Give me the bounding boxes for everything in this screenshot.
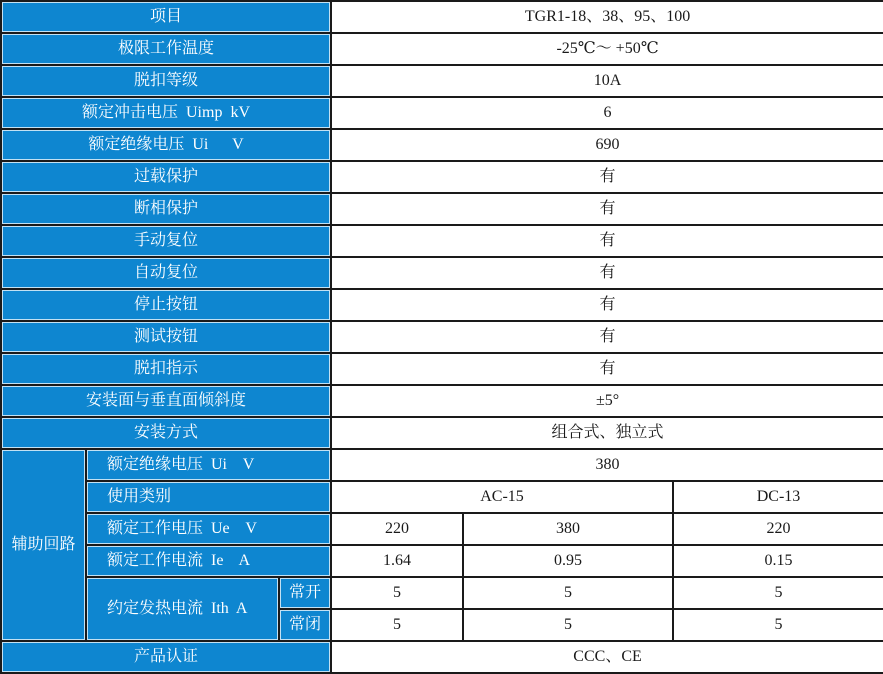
- table-row-trip-class: [1, 65, 883, 97]
- aux-row-current: [1, 545, 883, 577]
- row-label-stop-button: 停止按钮: [1, 289, 331, 321]
- row-label-test-button: 测试按钮: [1, 321, 331, 353]
- aux-label-normally-closed: 常闭: [279, 609, 331, 641]
- table-row-insulation-voltage: [1, 129, 883, 161]
- row-value-insulation-voltage: 690: [331, 129, 883, 161]
- table-row-trip-indication: [1, 353, 883, 385]
- aux-value-thermal-nc-3: 5: [673, 609, 883, 641]
- aux-value-thermal-no-3: 5: [673, 577, 883, 609]
- table-row-stop-button: [1, 289, 883, 321]
- table-row-temperature: [1, 33, 883, 65]
- table-row-manual-reset: [1, 225, 883, 257]
- row-value-test-button: 有: [331, 321, 883, 353]
- aux-label-thermal: 约定发热电流 Ith A: [86, 577, 279, 641]
- row-label-trip-indication: 脱扣指示: [1, 353, 331, 385]
- row-label-manual-reset: 手动复位: [1, 225, 331, 257]
- row-value-certification: CCC、CE: [331, 641, 883, 673]
- table-row-phase-failure-protection: [1, 193, 883, 225]
- aux-row-category: [1, 481, 883, 513]
- aux-value-thermal-nc-2: 5: [463, 609, 673, 641]
- aux-row-insulation: [1, 449, 883, 481]
- row-value-mounting-type: 组合式、独立式: [331, 417, 883, 449]
- row-value-temperature: -25℃～ +50℃: [331, 33, 883, 65]
- aux-value-current-2: 0.95: [463, 545, 673, 577]
- row-value-item: TGR1-18、38、95、100: [331, 1, 883, 33]
- aux-value-current-3: 0.15: [673, 545, 883, 577]
- row-label-impulse-voltage: 额定冲击电压 Uimp kV: [1, 97, 331, 129]
- aux-label-voltage: 额定工作电压 Ue V: [86, 513, 331, 545]
- row-label-trip-class: 脱扣等级: [1, 65, 331, 97]
- aux-value-thermal-nc-1: 5: [331, 609, 463, 641]
- row-value-manual-reset: 有: [331, 225, 883, 257]
- row-label-auto-reset: 自动复位: [1, 257, 331, 289]
- row-value-stop-button: 有: [331, 289, 883, 321]
- aux-group-label: 辅助回路: [1, 449, 86, 641]
- table-row-mounting-incline: [1, 385, 883, 417]
- aux-label-normally-open: 常开: [279, 577, 331, 609]
- row-value-trip-indication: 有: [331, 353, 883, 385]
- row-value-phase-failure-protection: 有: [331, 193, 883, 225]
- aux-row-voltage: [1, 513, 883, 545]
- aux-label-insulation: 额定绝缘电压 Ui V: [86, 449, 331, 481]
- aux-value-category-ac: AC-15: [331, 481, 673, 513]
- aux-label-category: 使用类别: [86, 481, 331, 513]
- table-row-impulse-voltage: [1, 97, 883, 129]
- row-value-impulse-voltage: 6: [331, 97, 883, 129]
- aux-value-voltage-2: 380: [463, 513, 673, 545]
- row-label-temperature: 极限工作温度: [1, 33, 331, 65]
- aux-row-thermal-no: [1, 577, 883, 609]
- row-label-item: 项目: [1, 1, 331, 33]
- row-value-trip-class: 10A: [331, 65, 883, 97]
- row-label-mounting-type: 安装方式: [1, 417, 331, 449]
- table-row-auto-reset: [1, 257, 883, 289]
- aux-value-thermal-no-2: 5: [463, 577, 673, 609]
- row-label-phase-failure-protection: 断相保护: [1, 193, 331, 225]
- table-row-test-button: [1, 321, 883, 353]
- table-row-item: [1, 1, 883, 33]
- aux-value-thermal-no-1: 5: [331, 577, 463, 609]
- table-row-certification: [1, 641, 883, 673]
- row-value-overload-protection: 有: [331, 161, 883, 193]
- row-label-mounting-incline: 安装面与垂直面倾斜度: [1, 385, 331, 417]
- row-label-certification: 产品认证: [1, 641, 331, 673]
- row-label-overload-protection: 过载保护: [1, 161, 331, 193]
- aux-value-voltage-3: 220: [673, 513, 883, 545]
- table-row-mounting-type: [1, 417, 883, 449]
- row-value-mounting-incline: ±5°: [331, 385, 883, 417]
- aux-label-current: 额定工作电流 Ie A: [86, 545, 331, 577]
- table-row-overload-protection: [1, 161, 883, 193]
- aux-value-voltage-1: 220: [331, 513, 463, 545]
- aux-value-current-1: 1.64: [331, 545, 463, 577]
- aux-value-category-dc: DC-13: [673, 481, 883, 513]
- aux-value-insulation: 380: [331, 449, 883, 481]
- row-value-auto-reset: 有: [331, 257, 883, 289]
- row-label-insulation-voltage: 额定绝缘电压 Ui V: [1, 129, 331, 161]
